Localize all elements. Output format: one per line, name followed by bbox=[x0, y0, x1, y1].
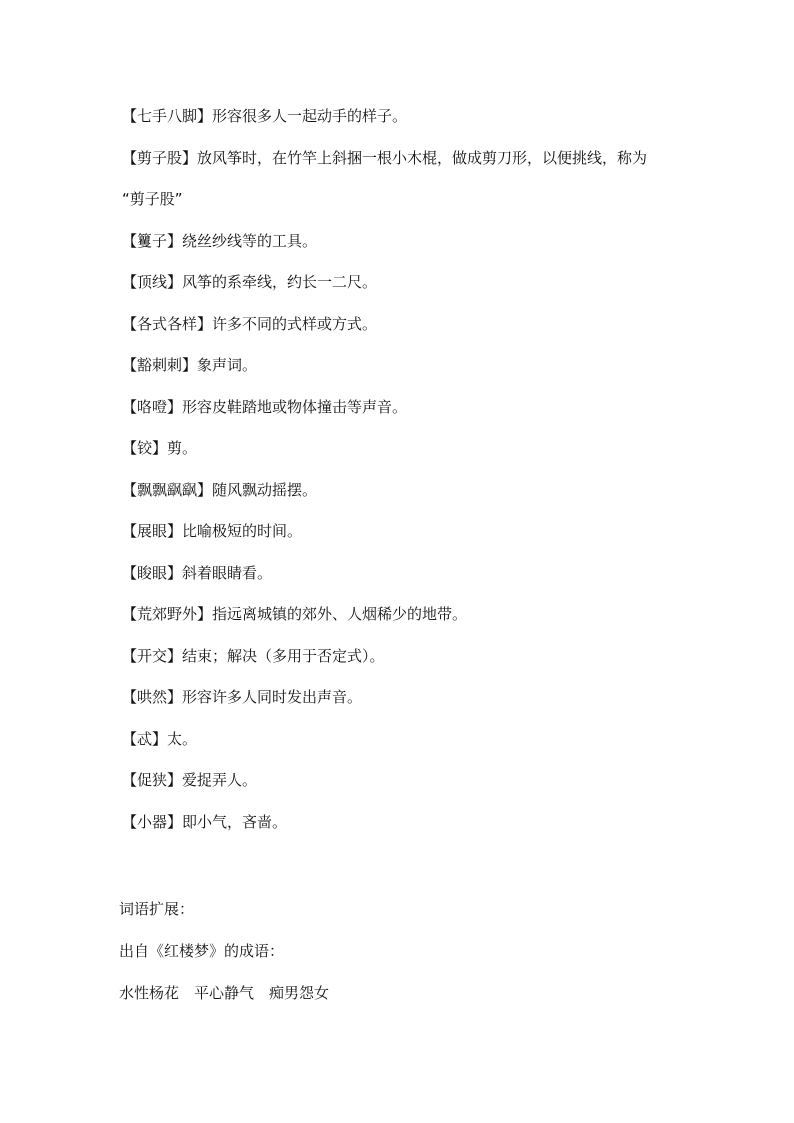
glossary-definition: 象声词。 bbox=[197, 356, 258, 374]
glossary-term: 【展眼】 bbox=[122, 522, 183, 540]
glossary-entry bbox=[122, 231, 722, 251]
glossary-entry bbox=[122, 106, 722, 126]
glossary-term: 【荒郊野外】 bbox=[122, 605, 213, 623]
glossary-term: 【剪子股】 bbox=[122, 148, 198, 167]
glossary-entry bbox=[122, 480, 722, 500]
glossary-term: 【各式各样】 bbox=[122, 314, 213, 333]
glossary-term: 【飘飘飖飖】 bbox=[122, 480, 213, 499]
glossary-entry bbox=[122, 812, 722, 832]
glossary-entry bbox=[122, 770, 722, 790]
extension-source-line: 出自《红楼梦》的成语： bbox=[119, 942, 285, 960]
glossary-term: 【铰】 bbox=[122, 439, 168, 457]
extension-idioms-line: 水性杨花 平心静气 痴男怨女 bbox=[119, 984, 330, 1002]
glossary-term: 【籰子】 bbox=[122, 231, 183, 250]
extension-heading: 词语扩展： bbox=[119, 900, 195, 918]
glossary-term: 【顶线】 bbox=[122, 273, 183, 291]
glossary-definition: 太。 bbox=[167, 729, 198, 748]
glossary-definition: 剪。 bbox=[167, 439, 198, 457]
glossary-entry bbox=[122, 687, 722, 707]
glossary-definition: 斜着眼睛看。 bbox=[182, 563, 273, 582]
glossary-definition: 即小气，吝啬。 bbox=[182, 812, 288, 831]
glossary-definition: 绕丝纱线等的工具。 bbox=[182, 231, 318, 250]
glossary-term: 【哄然】 bbox=[122, 688, 183, 706]
glossary-list bbox=[122, 106, 722, 853]
glossary-term: 【七手八脚】 bbox=[122, 107, 213, 125]
glossary-definition: 比喻极短的时间。 bbox=[182, 522, 303, 540]
glossary-term: 【小器】 bbox=[122, 812, 183, 831]
glossary-entry bbox=[122, 563, 722, 583]
glossary-entry bbox=[122, 314, 722, 334]
glossary-term: 【开交】 bbox=[122, 646, 183, 665]
glossary-term: 【豁刺刺】 bbox=[122, 356, 198, 374]
glossary-term: 【促狭】 bbox=[122, 771, 183, 789]
glossary-entry bbox=[122, 355, 722, 375]
glossary-entry bbox=[122, 604, 722, 624]
glossary-entry bbox=[122, 438, 722, 458]
glossary-definition: 爱捉弄人。 bbox=[182, 771, 258, 789]
glossary-definition: 形容很多人一起动手的样子。 bbox=[212, 107, 408, 125]
glossary-definition: 随风飘动摇摆。 bbox=[212, 480, 318, 499]
glossary-entry bbox=[122, 272, 722, 292]
glossary-entry bbox=[122, 729, 722, 749]
glossary-definition: 放风筝时，在竹竿上斜捆一根小木棍，做成剪刀形，以便挑线，称为 bbox=[197, 148, 648, 167]
glossary-definition: 风筝的系牵线，约长一二尺。 bbox=[182, 273, 378, 291]
glossary-term: 【忒】 bbox=[122, 729, 168, 748]
glossary-definition: 形容许多人同时发出声音。 bbox=[182, 688, 363, 706]
glossary-definition-continued: “剪子股” bbox=[122, 190, 183, 208]
glossary-definition: 许多不同的式样或方式。 bbox=[212, 314, 378, 333]
glossary-entry bbox=[122, 148, 722, 210]
glossary-entry bbox=[122, 397, 722, 417]
glossary-entry bbox=[122, 521, 722, 541]
glossary-entry bbox=[122, 646, 722, 666]
glossary-term: 【睃眼】 bbox=[122, 563, 183, 582]
glossary-definition: 指远离城镇的郊外、人烟稀少的地带。 bbox=[212, 605, 468, 623]
glossary-definition: 形容皮鞋踏地或物体撞击等声音。 bbox=[182, 397, 408, 416]
glossary-definition: 结束；解决（多用于否定式）。 bbox=[182, 646, 385, 665]
glossary-term: 【咯噔】 bbox=[122, 397, 183, 416]
